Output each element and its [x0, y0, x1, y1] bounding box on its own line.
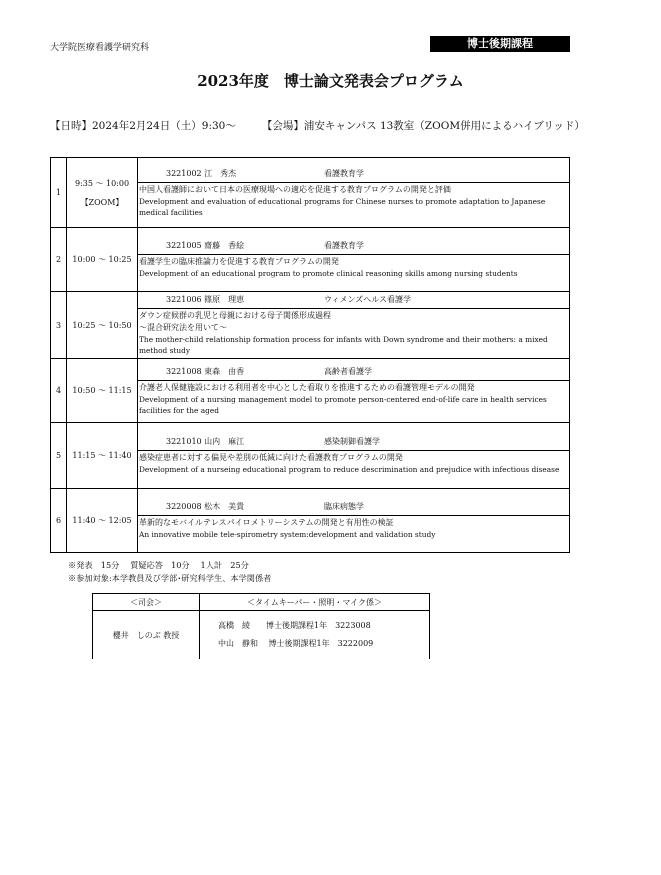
presenter-id-name: 3221002 江 秀杰: [166, 168, 237, 178]
session-time-range: 10:50 ～ 11:15: [72, 386, 132, 395]
table-row: [51, 158, 570, 228]
session-time: [67, 423, 138, 489]
session-time-range: 10:00 ～ 10:25: [72, 255, 132, 264]
keeper-header: ＜タイムキーパー・照明・マイク係＞: [200, 594, 430, 611]
title-english: Development of an educational program to promote clinical reasoning skills among nursing students: [139, 269, 518, 278]
table-row: [51, 423, 570, 489]
session-time: [67, 489, 138, 553]
session-time-range: 11:40 ～ 12:05: [72, 516, 132, 525]
session-detail: [138, 292, 570, 359]
page-title: 2023年度 博士論文発表会プログラム: [197, 72, 464, 90]
session-time: [67, 158, 138, 228]
table-row: [51, 359, 570, 423]
presenter-id-name: 3221010 山内 麻江: [166, 437, 245, 446]
note-timing: ※発表 15分 質疑応答 10分 1人計 25分: [68, 560, 249, 570]
keeper-2: 中山 静和 博士後期課程1年 3222009: [218, 639, 374, 648]
session-time-range: 9:35 ～ 10:00: [74, 178, 130, 188]
title-japanese: 革新的なモバイルテレスパイロメトリーシステムの開発と有用性の検証: [139, 518, 394, 527]
title-english: Development of a nurseing educational program to reduce descrimination and prejudice with infectious disease: [139, 465, 560, 474]
presenter-id-name: 3221005 齋藤 香絵: [166, 241, 245, 250]
session-number: 2: [51, 228, 67, 292]
note-audience: ※参加対象:本学教員及び学部･研究科学生、本学関係者: [68, 573, 272, 583]
presenter-row: [138, 166, 569, 183]
presenter-row: [138, 292, 569, 309]
session-detail: [138, 359, 570, 423]
session-detail: [138, 158, 570, 228]
session-number: 1: [51, 158, 67, 228]
table-row: [51, 292, 570, 359]
title-japanese: 中国人看護師において日本の医療現場への適応を促進する教育プログラムの開発と評価: [139, 184, 451, 194]
title-japanese: 看護学生の臨床推論力を促進する教育プログラムの開発: [139, 257, 339, 266]
presenter-field: 臨床病態学: [324, 502, 364, 511]
table-row: [51, 489, 570, 553]
event-info: [50, 118, 585, 133]
presenter-field: 高齢者看護学: [324, 366, 372, 376]
presenter-field: 看護教育学: [324, 241, 364, 250]
session-time: [67, 292, 138, 359]
zoom-note: 【ZOOM】: [80, 197, 124, 207]
title-english: Development and evaluation of educational programs for Chinese nurses to promote adaptation to Japanese medical facilities: [139, 196, 546, 217]
session-number: 5: [51, 423, 67, 489]
presenter-field: 看護教育学: [324, 168, 364, 178]
presenter-id-name: 3221008 東森 由香: [166, 366, 245, 376]
presenter-id-name: 3220008 松木 美貴: [166, 502, 245, 511]
session-time-range: 11:15 ～ 11:40: [72, 451, 132, 460]
session-detail: [138, 489, 570, 553]
event-date: 【日時】2024年2月24日（土）9:30～: [50, 120, 236, 132]
program-badge: 博士後期課程: [430, 36, 570, 52]
staff-table: [92, 593, 430, 659]
title-japanese: 感染症患者に対する偏見や差別の低減に向けた看護教育プログラムの開発: [139, 453, 403, 462]
table-row: [51, 228, 570, 292]
notes: [68, 559, 271, 585]
session-time-range: 10:25 ～ 10:50: [72, 320, 132, 330]
title-japanese: ダウン症候群の乳児と母親における母子関係形成過程 ～混合研究法を用いて～: [139, 311, 331, 332]
title-english: The mother-child relationship formation process for infants with Down syndrome and their mothers: a mixed method study: [139, 335, 548, 355]
keeper-1: 高橋 綾 博士後期課程1年 3223008: [218, 621, 371, 630]
title-english: Development of a nursing management model to promote person-centered end-of-life care in health services facilities for the aged: [139, 394, 547, 415]
presenter-id-name: 3221006 篠原 理恵: [166, 295, 245, 304]
chair-header: ＜司会＞: [93, 594, 200, 611]
session-number: 6: [51, 489, 67, 553]
session-number: 3: [51, 292, 67, 359]
session-time: [67, 228, 138, 292]
presenter-row: [138, 238, 569, 255]
presenter-row: [138, 499, 569, 516]
event-venue: 【会場】浦安キャンパス 13教室（ZOOM併用によるハイブリッド）: [261, 120, 585, 132]
session-detail: [138, 228, 570, 292]
session-time: [67, 359, 138, 423]
title-japanese: 介護老人保健施設における利用者を中心とした看取りを推進するための看護管理モデルの開発: [139, 382, 475, 392]
presenter-field: ウィメンズヘルス看護学: [324, 295, 412, 304]
program-table: [50, 157, 570, 553]
department-label: 大学院医療看護学研究科: [50, 43, 150, 53]
session-detail: [138, 423, 570, 489]
presenter-row: [138, 434, 569, 451]
session-number: 4: [51, 359, 67, 423]
keeper-list: [200, 611, 430, 660]
chair-name: 櫻井 しのぶ 教授: [93, 611, 200, 660]
title-english: An innovative mobile tele-spirometry system:development and validation study: [139, 530, 436, 539]
presenter-row: [138, 364, 569, 381]
presenter-field: 感染制御看護学: [324, 437, 380, 446]
